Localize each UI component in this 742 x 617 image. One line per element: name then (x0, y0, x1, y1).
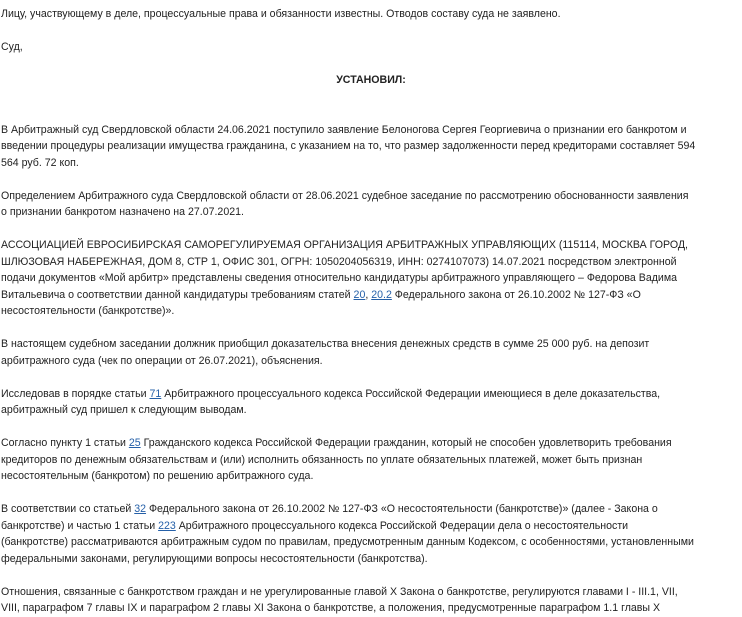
paragraph-deposit (1, 336, 741, 369)
text-segment: Федерального закона от 26.10.2002 № 127-ФЗ «О (391, 288, 641, 301)
text-segment: В соответствии со статьей (1, 503, 135, 515)
text-line: несостоятельности (банкротстве)». (1, 305, 175, 317)
text-segment: Федерального закона от 26.10.2002 № 127-ФЗ «О несостоятельности (банкротстве)» (далее - Закона о (146, 503, 658, 515)
paragraph-evidence (1, 386, 741, 419)
text-line: VIII, параграфом 7 главы IX и параграфом 2 главы XI Закона о банкротстве, а положения, предусмотренные параграфом 1.1 главы Х (1, 602, 661, 614)
text-line: введении процедуры реализации имущества гражданина, с указанием на то, что размер задолженности перед кредиторами составляет 594 (1, 140, 696, 152)
paragraph-association (1, 237, 741, 320)
law-article-link-32[interactable]: 32 (134, 503, 147, 515)
text-segment: банкротстве) и частью 1 статьи (1, 519, 159, 532)
text-line (1, 386, 741, 403)
text-line: арбитражный суд пришел к следующим выводам. (1, 404, 247, 416)
paragraph-ruling-hearing (1, 188, 741, 221)
paragraph-gap (1, 419, 741, 436)
text-line: 564 руб. 72 коп. (1, 156, 79, 169)
text-line (1, 435, 741, 452)
text-segment: Арбитражного процессуального кодекса Российской Федерации дела о несостоятельности (175, 519, 629, 532)
paragraph-gap (1, 567, 741, 584)
text-line: Отношения, связанные с банкротством граждан и не урегулированные главой Х Закона о банкротстве, регулируются главами I - III.1, VII, (1, 585, 678, 598)
text-line (1, 518, 741, 535)
paragraph-court (1, 39, 741, 56)
text-line: Суд, (1, 41, 23, 53)
law-article-link-25[interactable]: 25 (128, 437, 141, 449)
text-line: ШЛЮЗОВАЯ НАБЕРЕЖНАЯ, ДОМ 8, СТР 1, ОФИС 301, ОГРН: 1050204056319, ИНН: 0274107073) 14.07.2021 посредством электронной (1, 255, 677, 268)
text-line: АССОЦИАЦИЕЙ ЕВРОСИБИРСКАЯ САМОРЕГУЛИРУЕМАЯ ОРГАНИЗАЦИЯ АРБИТРАЖНЫХ УПРАВЛЯЮЩИХ (115114, МОСКВА ГОРОД, (1, 239, 688, 251)
paragraph-gap (1, 221, 741, 238)
paragraph-relations (1, 584, 741, 617)
text-line: несостоятельным (банкротом) по решению арбитражного суда. (1, 470, 314, 482)
paragraph-gap (1, 171, 741, 188)
text-segment: Арбитражного процессуального кодекса Российской Федерации имеющиеся в деле доказательства, (161, 387, 661, 400)
law-article-link-20-2[interactable]: 20.2 (371, 288, 392, 301)
text-line: В настоящем судебном заседании должник приобщил доказательства внесения денежных средств в сумме 25 000 руб. на депозит (1, 338, 650, 350)
paragraph-civil-code (1, 435, 741, 485)
paragraph-participants-rights (1, 6, 741, 23)
text-line: кредиторов по денежным обязательствам и (или) исполнить обязанность по уплате обязательных платежей, может быть признан (1, 453, 643, 466)
paragraph-bankruptcy-law (1, 501, 741, 567)
paragraph-gap (1, 320, 741, 337)
text-line: о признании банкротом назначено на 27.07.2021. (1, 206, 244, 218)
text-segment: Исследовав в порядке статьи (1, 387, 150, 400)
text-line: Определением Арбитражного суда Свердловской области от 28.06.2021 судебное заседание по рассмотрению обоснованности заявления (1, 189, 689, 202)
paragraph-application (1, 122, 741, 172)
text-line: арбитражного суда (чек по операции от 26.07.2021), объяснения. (1, 354, 323, 367)
text-line: В Арбитражный суд Свердловской области 24.06.2021 поступило заявление Белоногова Сергея Георгиевича о признании его банкротом и (1, 123, 687, 136)
paragraph-gap (1, 23, 741, 40)
paragraph-gap (1, 369, 741, 386)
paragraph-gap (1, 485, 741, 502)
law-article-link-20[interactable]: 20 (353, 288, 366, 301)
text-segment: , (365, 288, 372, 301)
text-line: Лицу, участвующему в деле, процессуальные права и обязанности известны. Отводов составу суда не заявлено. (1, 8, 561, 20)
text-line: подачи документов «Мой арбитр» представлены сведения относительно кандидатуры арбитражного управляющего – Федорова Вадима (1, 272, 677, 284)
text-line: федеральными законами, регулирующими вопросы несостоятельности (банкротства). (1, 552, 428, 565)
text-segment: Гражданского кодекса Российской Федерации гражданин, который не способен удовлетворить требования (140, 437, 672, 449)
text-segment: Витальевича о соответствии данной кандидатуры требованиям статей (1, 288, 354, 301)
paragraph-gap (1, 56, 741, 73)
law-article-link-223[interactable]: 223 (158, 519, 176, 532)
law-article-link-71[interactable]: 71 (149, 387, 162, 400)
section-heading-ustanovil: УСТАНОВИЛ: (336, 74, 406, 86)
paragraph-gap (1, 105, 741, 122)
text-segment: Согласно пункту 1 статьи (1, 437, 129, 449)
document-body (1, 6, 741, 617)
text-line: (банкротстве) рассматриваются арбитражным судом по правилам, предусмотренным данным Кодексом, с особенностями, установленными (1, 536, 694, 548)
paragraph-gap (1, 89, 741, 106)
text-line (1, 501, 741, 518)
text-line (1, 287, 741, 304)
